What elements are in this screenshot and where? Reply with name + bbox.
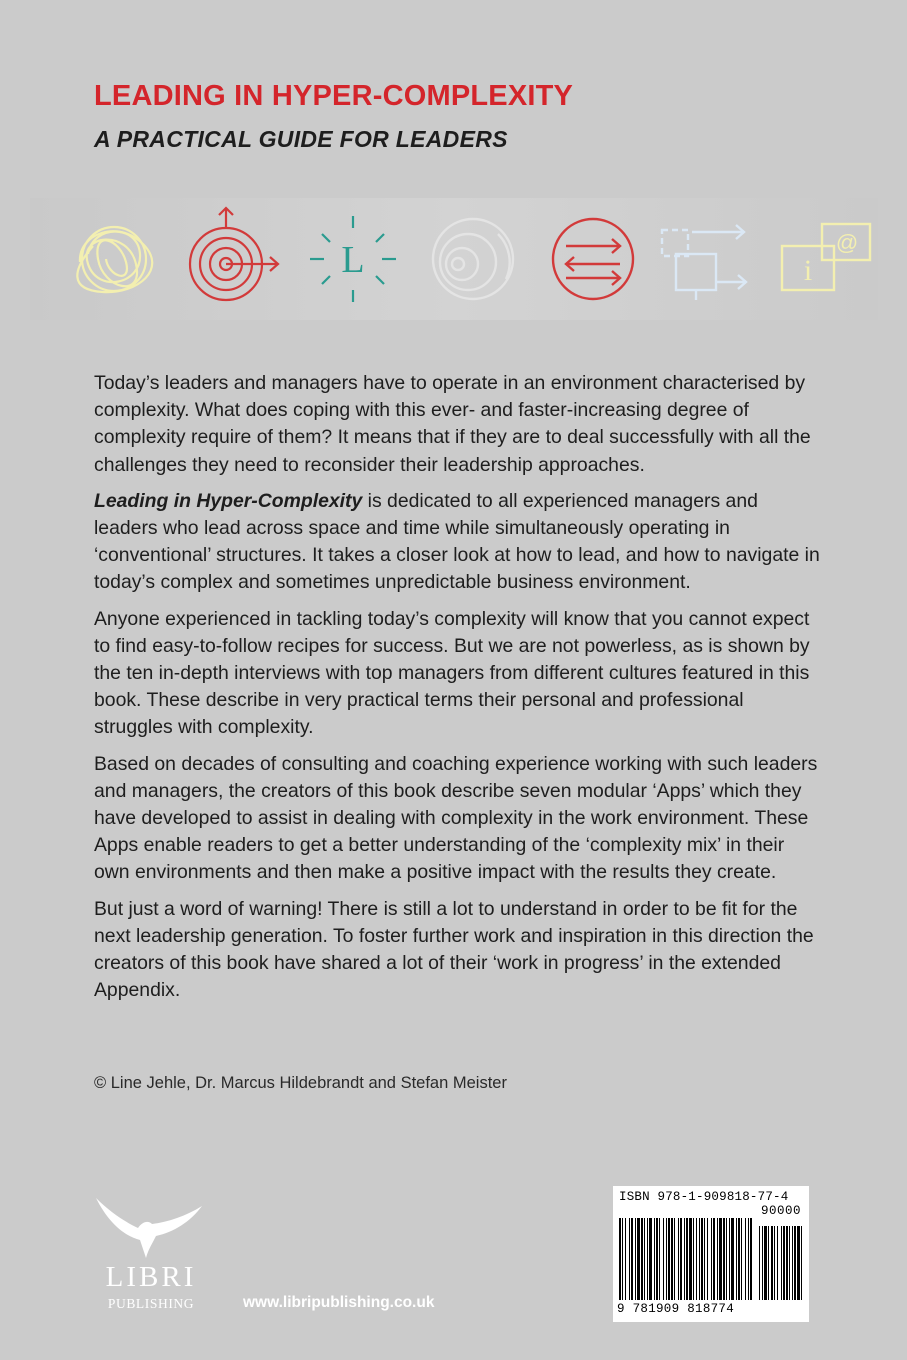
- barcode-bar: [625, 1218, 626, 1300]
- letter-l-glyph: L: [341, 239, 365, 281]
- barcode-addon-bar: [794, 1226, 796, 1300]
- barcode-bar: [701, 1218, 703, 1300]
- barcode-bar: [656, 1218, 658, 1300]
- at-glyph: @: [835, 230, 859, 255]
- book-title-italic: Leading in Hyper-Complexity: [94, 489, 363, 512]
- barcode-bar: [647, 1218, 648, 1300]
- flow-boxes-icon: [654, 204, 764, 314]
- isbn-label: ISBN 978-1-909818-77-4: [619, 1190, 789, 1204]
- barcode-addon-bar: [764, 1226, 767, 1300]
- barcode-addon-bar: [783, 1226, 785, 1300]
- barcode-bar: [644, 1218, 645, 1300]
- barcode-bar: [635, 1218, 636, 1300]
- barcode-bar: [741, 1218, 742, 1300]
- barcode-digits: 9 781909 818774: [617, 1302, 735, 1316]
- barcode-bar: [631, 1218, 633, 1300]
- blurb-paragraph-1: Today’s leaders and managers have to operate in an environment characterised by complexity. What does coping with this ever- and faster-increasing degree of complexity require of them? It means that if they are to deal successfully with all the challenges they need to reconsider their leadership approaches.: [94, 372, 811, 476]
- barcode-addon-bar: [797, 1226, 800, 1300]
- publisher-logo-name: LIBRI: [105, 1261, 197, 1293]
- barcode-addon-bar: [792, 1226, 793, 1300]
- barcode-bar: [637, 1218, 640, 1300]
- barcode-bar: [659, 1218, 660, 1300]
- barcode-bar: [719, 1218, 722, 1300]
- barcode-bar: [711, 1218, 712, 1300]
- copyright-line: © Line Jehle, Dr. Marcus Hildebrandt and Stefan Meister: [94, 1074, 507, 1092]
- barcode-addon-bar: [786, 1226, 788, 1300]
- barcode-bar: [619, 1218, 621, 1300]
- barcode-bar: [663, 1218, 664, 1300]
- blurb-paragraph-2: [94, 488, 824, 597]
- info-i-glyph: i: [803, 254, 813, 287]
- barcode-addon-bar: [781, 1226, 782, 1300]
- barcode-addon-bar: [774, 1226, 775, 1300]
- barcode-addon-bar: [789, 1226, 790, 1300]
- barcode-bar: [684, 1218, 685, 1300]
- barcode-bar: [678, 1218, 679, 1300]
- barcode-addon-bar: [801, 1226, 802, 1300]
- barcode-bar: [686, 1218, 688, 1300]
- barcode-bar: [726, 1218, 727, 1300]
- publisher-website[interactable]: www.libripublishing.co.uk: [243, 1294, 435, 1311]
- barcode-bar: [680, 1218, 682, 1300]
- barcode-bar: [717, 1218, 718, 1300]
- barcode-addon-bar: [777, 1226, 778, 1300]
- info-at-icon: [770, 204, 880, 314]
- exchange-arrows-icon: [538, 204, 648, 314]
- barcode-bar: [704, 1218, 705, 1300]
- publisher-logo-sub: PUBLISHING: [107, 1296, 195, 1311]
- blurb-paragraph-3: Anyone experienced in tackling today’s complexity will know that you cannot expect to find easy-to-follow recipes for success. But we are not powerless, as is shown by the ten in-depth interviews with top managers from different cultures featured in this book. These describe in very practical terms their personal and professional struggles with complexity.: [94, 607, 810, 739]
- barcode-bar: [689, 1218, 692, 1300]
- blurb-paragraph-2-rest: is dedicated to all experienced managers and leaders who lead across space and time while simultaneously operating in ‘conventional’ structures. It takes a closer look at how to lead, and how to navigate in today’s complex and sometimes unpredictable business environment.: [94, 489, 820, 594]
- barcode-bar: [629, 1218, 630, 1300]
- blurb-paragraph-4: Based on decades of consulting and coaching experience working with such leaders and managers, the creators of this book describe seven modular ‘Apps’ which they have developed to assist in dealing with complexity in the work environment. These Apps enable readers to get a better understanding of the ‘complexity mix’ in their own environments and then make a positive impact with the results they create.: [94, 752, 818, 884]
- barcode-bars: [619, 1218, 803, 1302]
- barcode-bar: [745, 1218, 746, 1300]
- barcode-bar: [666, 1218, 667, 1300]
- barcode-bar: [693, 1218, 694, 1300]
- book-title: LEADING IN HYPER-COMPLEXITY: [94, 80, 574, 112]
- book-subtitle: A PRACTICAL GUIDE FOR LEADERS: [94, 126, 508, 152]
- barcode-bar: [723, 1218, 725, 1300]
- barcode-bar: [748, 1218, 749, 1300]
- letter-l-burst-icon: [298, 204, 408, 314]
- barcode-bar: [674, 1218, 675, 1300]
- maze-target-icon: [178, 204, 288, 314]
- barcode-addon-bar: [762, 1226, 763, 1300]
- barcode-bar: [731, 1218, 734, 1300]
- isbn-barcode: [613, 1186, 809, 1322]
- barcode-bar: [738, 1218, 740, 1300]
- barcode-bar: [736, 1218, 737, 1300]
- barcode-bar: [668, 1218, 670, 1300]
- barcode-bar: [641, 1218, 643, 1300]
- barcode-addon-bar: [759, 1226, 760, 1300]
- barcode-bar: [622, 1218, 623, 1300]
- barcode-addon-bar: [771, 1226, 773, 1300]
- barcode-bar: [713, 1218, 715, 1300]
- icon-band: [30, 198, 878, 320]
- blurb: [94, 370, 824, 1013]
- barcode-bar: [729, 1218, 730, 1300]
- barcode-addon-code: 90000: [760, 1204, 801, 1218]
- spiral-circles-icon: [418, 204, 528, 314]
- tangle-icon: [58, 204, 168, 314]
- barcode-addon-bar: [768, 1226, 769, 1300]
- barcode-bar: [671, 1218, 673, 1300]
- barcode-bar: [750, 1218, 752, 1300]
- blurb-paragraph-5: But just a word of warning! There is still a lot to understand in order to be fit for the next leadership generation. To foster further work and inspiration in this direction the creators of this book have shared a lot of their ‘work in progress’ in the extended Appendix.: [94, 897, 814, 1002]
- barcode-bar: [654, 1218, 655, 1300]
- barcode-bar: [649, 1218, 652, 1300]
- barcode-bar: [696, 1218, 697, 1300]
- barcode-bar: [699, 1218, 700, 1300]
- barcode-bar: [707, 1218, 708, 1300]
